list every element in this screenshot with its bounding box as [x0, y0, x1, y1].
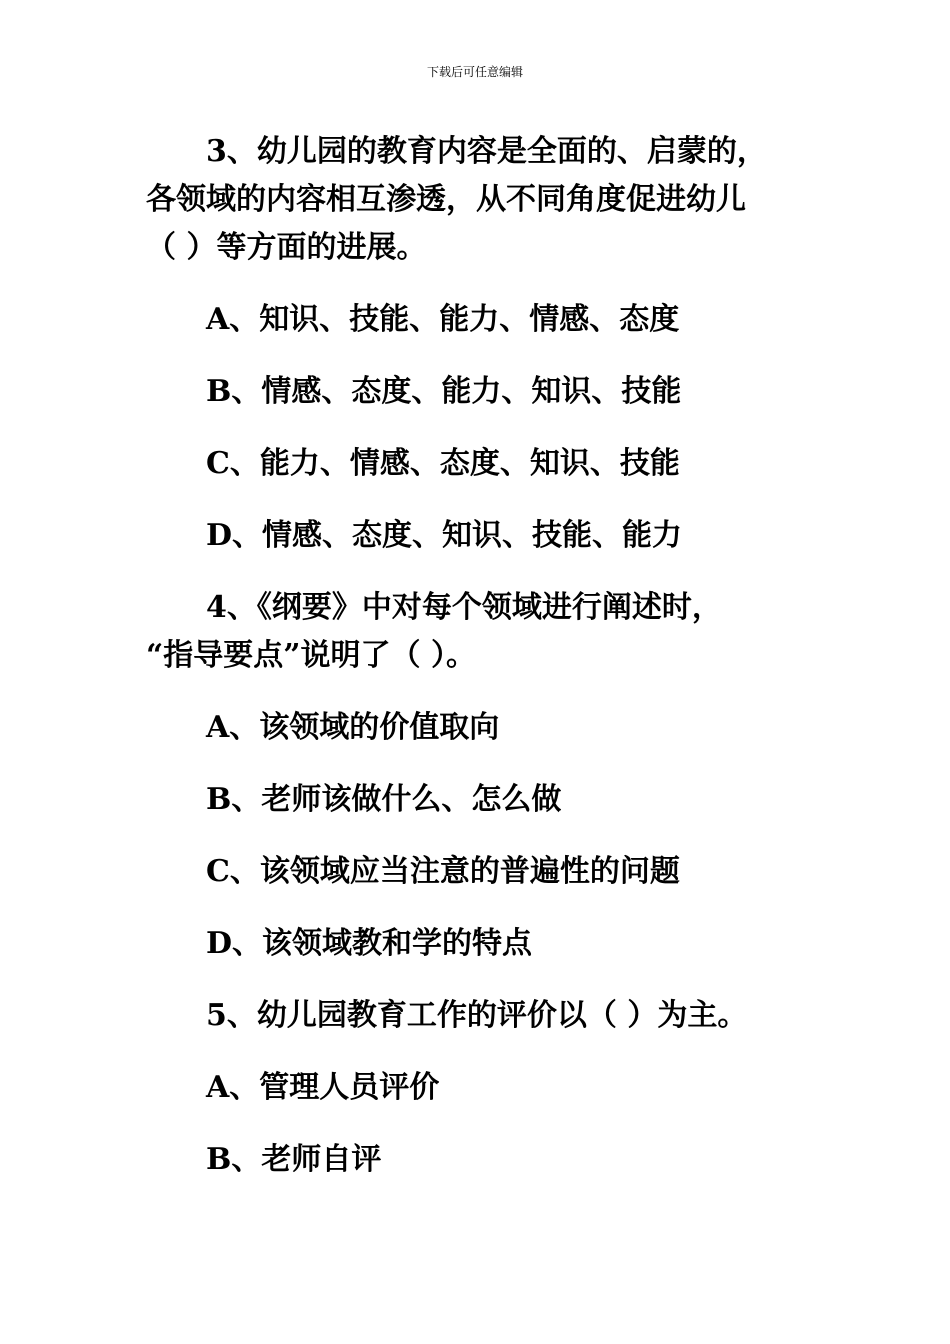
- question-5: 5、幼儿园教育工作的评价以（ ）为主。: [206, 998, 748, 1033]
- question-5-option-b: B、老师自评: [206, 1142, 382, 1177]
- question-4-option-b: B、老师该做什么、怎么做: [206, 782, 562, 817]
- question-4-option-c: C、该领域应当注意的普遍性的问题: [206, 854, 680, 889]
- question-4-option-a: A、该领域的价值取向: [206, 710, 500, 745]
- question-4-line-2: “指导要点”说明了（ ）。: [146, 638, 476, 673]
- question-3-option-b: B、情感、态度、能力、知识、技能: [206, 374, 682, 409]
- question-3-option-d: D、情感、态度、知识、技能、能力: [206, 518, 683, 553]
- question-4-option-d: D、该领域教和学的特点: [206, 926, 533, 961]
- question-3-option-c: C、能力、情感、态度、知识、技能: [206, 446, 680, 481]
- question-3-line-2: 各领域的内容相互渗透，从不同角度促进幼儿: [146, 182, 746, 217]
- question-3-line-1: 3、幼儿园的教育内容是全面的、启蒙的，: [206, 134, 767, 169]
- question-5-option-a: A、管理人员评价: [206, 1070, 440, 1105]
- question-4: [146, 584, 796, 680]
- document-body: [146, 128, 796, 1184]
- question-4-line-1: 4、《纲要》中对每个领域进行阐述时，: [206, 590, 722, 625]
- question-3: [146, 128, 796, 272]
- question-3-option-a: A、知识、技能、能力、情感、态度: [206, 302, 680, 337]
- page-header: 下载后可任意编辑: [426, 65, 523, 79]
- question-3-line-3: （ ）等方面的进展。: [146, 230, 427, 265]
